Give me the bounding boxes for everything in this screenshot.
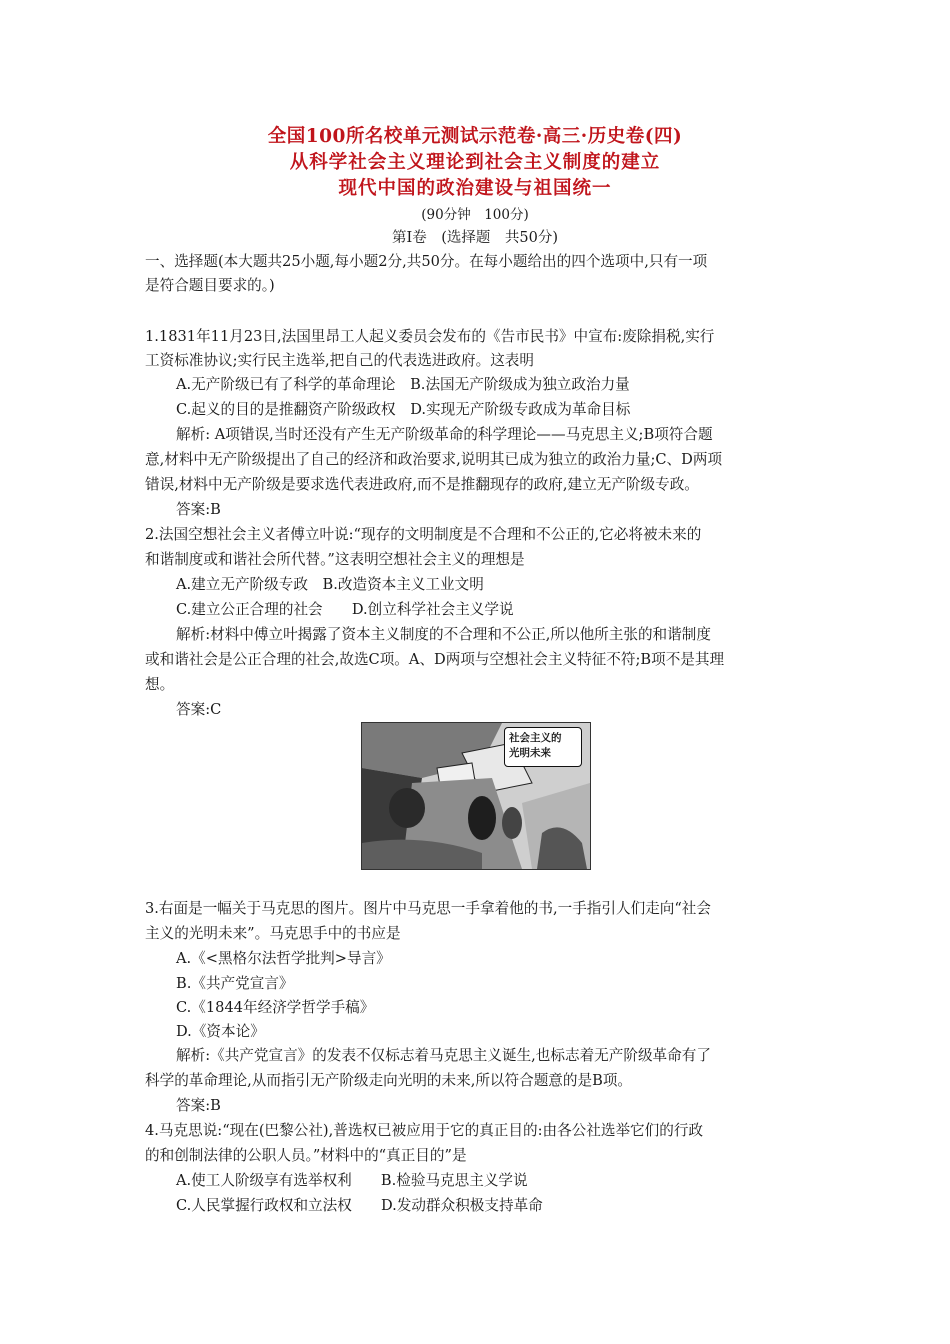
q3-stem: 主义的光明未来”。马克思手中的书应是 — [145, 925, 401, 942]
q3-analysis: 科学的革命理论,从而指引无产阶级走向光明的未来,所以符合题意的是B项。 — [145, 1072, 633, 1089]
q4-stem: 4.马克思说:“现在(巴黎公社),普选权已被应用于它的真正目的:由各公社选举它们的行政 — [145, 1122, 704, 1139]
q1-answer: 答案:B — [176, 501, 221, 518]
q3-option: A.《<黑格尔法哲学批判>导言》 — [176, 950, 391, 967]
q2-option: A.建立无产阶级专政 B.改造资本主义工业文明 — [176, 576, 484, 593]
q1-stem: 1.1831年11月23日,法国里昂工人起义委员会发布的《告市民书》中宣布:废除捐税,实行 — [145, 328, 715, 345]
q3-stem: 3.右面是一幅关于马克思的图片。图片中马克思一手拿着他的书,一手指引人们走向“社会 — [145, 900, 711, 917]
q1-option: C.起义的目的是推翻资产阶级政权 D.实现无产阶级专政成为革命目标 — [176, 401, 631, 418]
bubble-text: 社会主义的 — [509, 732, 562, 744]
q3-analysis: 解析:《共产党宣言》的发表不仅标志着马克思主义诞生,也标志着无产阶级革命有了 — [176, 1047, 711, 1064]
q2-stem: 2.法国空想社会主义者傅立叶说:“现存的文明制度是不合理和不公正的,它必将被未来的 — [145, 526, 702, 543]
section-heading: 第Ⅰ卷 (选择题 共50分) — [392, 230, 558, 246]
marx-cartoon-image — [361, 722, 591, 870]
q1-stem: 工资标准协议;实行民主选举,把自己的代表选进政府。这表明 — [145, 352, 534, 369]
speech-bubble — [504, 727, 582, 767]
q2-analysis: 或和谐社会是公正合理的社会,故选C项。A、D两项与空想社会主义特征不符;B项不是其理 — [145, 651, 725, 668]
q2-answer: 答案:C — [176, 701, 222, 718]
exam-title: 全国100所名校单元测试示范卷·高三·历史卷(四) — [267, 126, 683, 147]
exam-time: (90分钟 100分) — [421, 207, 529, 223]
bubble-text: 光明未来 — [509, 747, 551, 759]
instruction-line: 是符合题目要求的。) — [145, 277, 275, 294]
q3-answer: 答案:B — [176, 1097, 221, 1114]
q1-analysis: 错误,材料中无产阶级是要求选代表进政府,而不是推翻现存的政府,建立无产阶级专政。 — [145, 476, 699, 493]
q1-option: A.无产阶级已有了科学的革命理论 B.法国无产阶级成为独立政治力量 — [176, 376, 630, 393]
instruction-line: 一、选择题(本大题共25小题,每小题2分,共50分。在每小题给出的四个选项中,只有一项 — [145, 253, 708, 270]
q3-option: C.《1844年经济学哲学手稿》 — [176, 999, 375, 1016]
q3-option: B.《共产党宣言》 — [176, 975, 294, 992]
q2-analysis: 解析:材料中傅立叶揭露了资本主义制度的不合理和不公正,所以他所主张的和谐制度 — [176, 626, 711, 643]
q2-option: C.建立公正合理的社会 D.创立科学社会主义学说 — [176, 601, 514, 618]
q2-analysis: 想。 — [145, 676, 175, 693]
q4-option: A.使工人阶级享有选举权利 B.检验马克思主义学说 — [176, 1172, 528, 1189]
q4-option: C.人民掌握行政权和立法权 D.发动群众积极支持革命 — [176, 1197, 543, 1214]
q2-stem: 和谐制度或和谐社会所代替。”这表明空想社会主义的理想是 — [145, 551, 525, 568]
q1-analysis: 解析: A项错误,当时还没有产生无产阶级革命的科学理论——马克思主义;B项符合题 — [176, 426, 713, 443]
q4-stem: 的和创制法律的公职人员。”材料中的“真正目的”是 — [145, 1147, 467, 1164]
unit-title-1: 从科学社会主义理论到社会主义制度的建立 — [289, 152, 661, 173]
q3-option: D.《资本论》 — [176, 1023, 265, 1040]
q1-analysis: 意,材料中无产阶级提出了自己的经济和政治要求,说明其已成为独立的政治力量;C、D两项 — [145, 451, 723, 468]
unit-title-2: 现代中国的政治建设与祖国统一 — [338, 178, 612, 199]
